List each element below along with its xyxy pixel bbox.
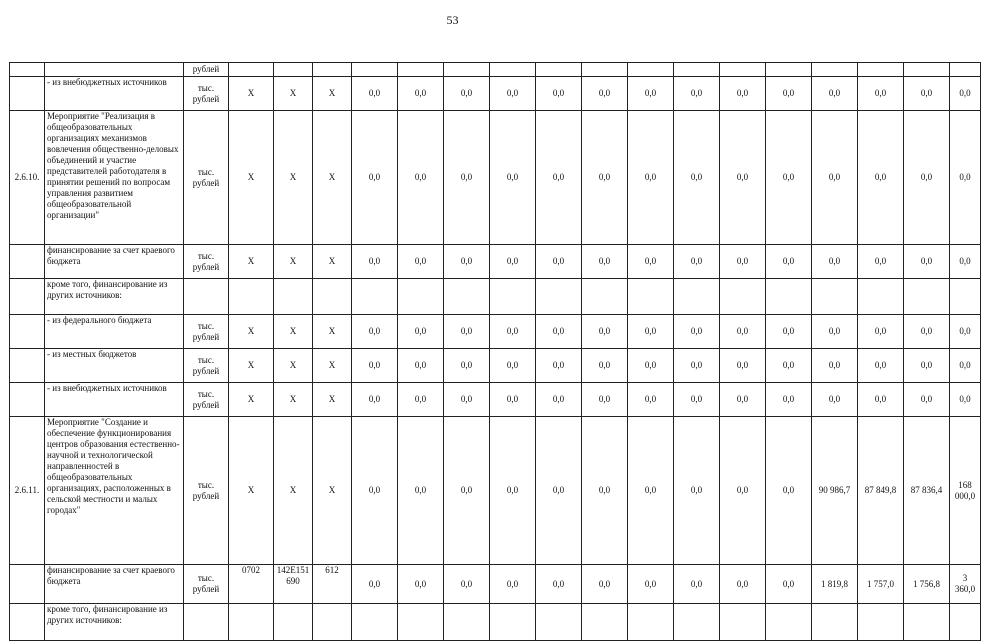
table-row [10, 245, 981, 279]
item-description-cell: Мероприятие "Реализация в общеобразовательных организациях механизмов вовлечения общественно-деловых объединений и участие представителей работодателя в принятии решений по вопросам управления развитием общеобразовательной организации" [45, 111, 184, 245]
year-value-cell: 0,0 [904, 245, 950, 279]
year-value-cell: 0,0 [628, 245, 674, 279]
section-code-cell: 0702 [229, 565, 274, 604]
target-article-code-cell: X [274, 77, 313, 111]
year-value-cell: 0,0 [950, 383, 981, 417]
year-value-cell [536, 279, 582, 315]
year-value-cell: 0,0 [536, 565, 582, 604]
year-value-cell: 0,0 [490, 315, 536, 349]
year-value-cell [858, 63, 904, 77]
year-value-cell [490, 604, 536, 641]
year-value-cell: 0,0 [904, 111, 950, 245]
target-article-code-cell: X [274, 417, 313, 565]
target-article-code-cell: 142E151690 [274, 565, 313, 604]
year-value-cell: 0,0 [904, 383, 950, 417]
year-value-cell [536, 604, 582, 641]
year-value-cell [628, 63, 674, 77]
table-row [10, 383, 981, 417]
target-article-code-cell: X [274, 383, 313, 417]
item-description-cell: - из федерального бюджета [45, 315, 184, 349]
year-value-cell: 0,0 [812, 315, 858, 349]
unit-cell: тыс. рублей [184, 77, 229, 111]
item-number-cell [10, 349, 45, 383]
year-value-cell: 3 360,0 [950, 565, 981, 604]
year-value-cell [628, 279, 674, 315]
item-number-cell [10, 77, 45, 111]
year-value-cell: 0,0 [674, 565, 720, 604]
year-value-cell: 1 819,8 [812, 565, 858, 604]
year-value-cell: 0,0 [398, 383, 444, 417]
year-value-cell: 0,0 [950, 111, 981, 245]
year-value-cell: 0,0 [628, 77, 674, 111]
target-article-code-cell [274, 279, 313, 315]
year-value-cell: 0,0 [858, 111, 904, 245]
year-value-cell: 0,0 [536, 245, 582, 279]
item-description-cell: - из внебюджетных источников [45, 77, 184, 111]
item-description-cell [45, 63, 184, 77]
year-value-cell: 1 756,8 [904, 565, 950, 604]
year-value-cell: 0,0 [582, 111, 628, 245]
year-value-cell: 0,0 [444, 111, 490, 245]
year-value-cell: 0,0 [444, 315, 490, 349]
year-value-cell: 0,0 [858, 245, 904, 279]
target-article-code-cell [274, 63, 313, 77]
year-value-cell: 0,0 [904, 349, 950, 383]
table-row [10, 565, 981, 604]
year-value-cell: 0,0 [582, 349, 628, 383]
year-value-cell [398, 279, 444, 315]
expense-type-code-cell: X [313, 383, 352, 417]
target-article-code-cell: X [274, 349, 313, 383]
year-value-cell: 0,0 [766, 245, 812, 279]
year-value-cell [398, 63, 444, 77]
year-value-cell [904, 63, 950, 77]
item-number-cell [10, 279, 45, 315]
year-value-cell: 1 757,0 [858, 565, 904, 604]
section-code-cell [229, 63, 274, 77]
year-value-cell: 0,0 [812, 383, 858, 417]
year-value-cell: 0,0 [812, 111, 858, 245]
year-value-cell: 87 849,8 [858, 417, 904, 565]
year-value-cell: 0,0 [398, 111, 444, 245]
year-value-cell [858, 604, 904, 641]
year-value-cell: 0,0 [858, 383, 904, 417]
section-code-cell: X [229, 111, 274, 245]
year-value-cell: 0,0 [582, 417, 628, 565]
year-value-cell: 0,0 [490, 349, 536, 383]
item-number-cell: 2.6.11. [10, 417, 45, 565]
year-value-cell [674, 279, 720, 315]
year-value-cell: 0,0 [536, 417, 582, 565]
year-value-cell [950, 63, 981, 77]
year-value-cell: 0,0 [582, 383, 628, 417]
expense-type-code-cell [313, 604, 352, 641]
year-value-cell [444, 63, 490, 77]
page-number: 53 [446, 13, 459, 27]
year-value-cell: 0,0 [398, 565, 444, 604]
unit-cell: тыс. рублей [184, 111, 229, 245]
year-value-cell: 0,0 [720, 315, 766, 349]
expense-type-code-cell: X [313, 417, 352, 565]
year-value-cell: 0,0 [674, 383, 720, 417]
item-number-cell [10, 604, 45, 641]
year-value-cell: 0,0 [766, 565, 812, 604]
year-value-cell: 0,0 [720, 417, 766, 565]
unit-cell [184, 279, 229, 315]
year-value-cell: 0,0 [766, 111, 812, 245]
year-value-cell [766, 279, 812, 315]
year-value-cell: 168 000,0 [950, 417, 981, 565]
year-value-cell [352, 279, 398, 315]
year-value-cell [720, 604, 766, 641]
year-value-cell [628, 604, 674, 641]
item-number-cell [10, 565, 45, 604]
table-row [10, 604, 981, 641]
year-value-cell: 0,0 [536, 77, 582, 111]
year-value-cell: 0,0 [858, 349, 904, 383]
expense-type-code-cell [313, 63, 352, 77]
year-value-cell: 0,0 [674, 417, 720, 565]
expense-type-code-cell: X [313, 111, 352, 245]
year-value-cell: 0,0 [858, 315, 904, 349]
year-value-cell [812, 604, 858, 641]
item-number-cell [10, 383, 45, 417]
year-value-cell [490, 63, 536, 77]
year-value-cell: 0,0 [536, 383, 582, 417]
year-value-cell: 0,0 [628, 565, 674, 604]
expense-type-code-cell: X [313, 349, 352, 383]
year-value-cell: 0,0 [352, 383, 398, 417]
budget-table [9, 62, 981, 641]
year-value-cell: 0,0 [858, 77, 904, 111]
year-value-cell: 87 836,4 [904, 417, 950, 565]
year-value-cell: 0,0 [674, 77, 720, 111]
table-row [10, 315, 981, 349]
item-number-cell [10, 63, 45, 77]
year-value-cell: 0,0 [720, 383, 766, 417]
year-value-cell [674, 63, 720, 77]
year-value-cell: 0,0 [490, 383, 536, 417]
year-value-cell: 0,0 [950, 77, 981, 111]
year-value-cell: 0,0 [582, 245, 628, 279]
item-description-cell: финансирование за счет краевого бюджета [45, 245, 184, 279]
table-row [10, 349, 981, 383]
unit-cell: тыс. рублей [184, 565, 229, 604]
year-value-cell: 0,0 [950, 245, 981, 279]
year-value-cell: 0,0 [444, 245, 490, 279]
year-value-cell: 0,0 [398, 349, 444, 383]
year-value-cell [812, 279, 858, 315]
year-value-cell: 0,0 [628, 111, 674, 245]
target-article-code-cell: X [274, 245, 313, 279]
item-description-cell: Мероприятие "Создание и обеспечение функционирования центров образования естественно-научной и технологической направленностей в общеобразовательных организациях, расположенных в сельской местности и малых городах" [45, 417, 184, 565]
year-value-cell: 0,0 [766, 417, 812, 565]
table-row [10, 417, 981, 565]
year-value-cell: 0,0 [950, 349, 981, 383]
item-number-cell: 2.6.10. [10, 111, 45, 245]
year-value-cell [490, 279, 536, 315]
year-value-cell [720, 279, 766, 315]
item-description-cell: - из местных бюджетов [45, 349, 184, 383]
target-article-code-cell: X [274, 315, 313, 349]
year-value-cell: 0,0 [490, 565, 536, 604]
year-value-cell: 0,0 [352, 77, 398, 111]
year-value-cell: 0,0 [628, 417, 674, 565]
unit-cell: тыс. рублей [184, 383, 229, 417]
year-value-cell: 0,0 [904, 77, 950, 111]
year-value-cell [904, 604, 950, 641]
year-value-cell: 0,0 [674, 349, 720, 383]
year-value-cell: 0,0 [444, 417, 490, 565]
year-value-cell: 0,0 [812, 349, 858, 383]
year-value-cell [444, 279, 490, 315]
year-value-cell: 0,0 [490, 245, 536, 279]
year-value-cell: 0,0 [720, 245, 766, 279]
year-value-cell [950, 604, 981, 641]
year-value-cell [398, 604, 444, 641]
year-value-cell: 0,0 [582, 77, 628, 111]
table-row [10, 279, 981, 315]
section-code-cell: X [229, 383, 274, 417]
year-value-cell: 0,0 [766, 383, 812, 417]
expense-type-code-cell: X [313, 77, 352, 111]
year-value-cell [352, 604, 398, 641]
year-value-cell: 0,0 [536, 349, 582, 383]
year-value-cell: 0,0 [674, 111, 720, 245]
year-value-cell: 0,0 [720, 77, 766, 111]
unit-cell [184, 604, 229, 641]
table-row [10, 63, 981, 77]
unit-cell: тыс. рублей [184, 315, 229, 349]
year-value-cell: 0,0 [720, 111, 766, 245]
year-value-cell [352, 63, 398, 77]
year-value-cell: 0,0 [490, 77, 536, 111]
year-value-cell: 0,0 [720, 565, 766, 604]
year-value-cell: 0,0 [766, 315, 812, 349]
year-value-cell [950, 279, 981, 315]
year-value-cell [674, 604, 720, 641]
target-article-code-cell: X [274, 111, 313, 245]
year-value-cell: 0,0 [950, 315, 981, 349]
year-value-cell: 0,0 [352, 111, 398, 245]
year-value-cell [766, 604, 812, 641]
section-code-cell: X [229, 77, 274, 111]
year-value-cell: 0,0 [398, 417, 444, 565]
year-value-cell: 0,0 [490, 417, 536, 565]
item-description-cell: кроме того, финансирование из других источников: [45, 604, 184, 641]
unit-cell: тыс. рублей [184, 245, 229, 279]
year-value-cell: 0,0 [490, 111, 536, 245]
section-code-cell: X [229, 349, 274, 383]
year-value-cell [766, 63, 812, 77]
section-code-cell [229, 279, 274, 315]
year-value-cell: 0,0 [766, 349, 812, 383]
section-code-cell: X [229, 417, 274, 565]
year-value-cell: 0,0 [398, 315, 444, 349]
expense-type-code-cell: 612 [313, 565, 352, 604]
section-code-cell: X [229, 315, 274, 349]
target-article-code-cell [274, 604, 313, 641]
year-value-cell [904, 279, 950, 315]
year-value-cell: 0,0 [352, 315, 398, 349]
year-value-cell: 0,0 [398, 77, 444, 111]
year-value-cell: 0,0 [628, 349, 674, 383]
year-value-cell [582, 63, 628, 77]
unit-cell: тыс. рублей [184, 349, 229, 383]
year-value-cell [812, 63, 858, 77]
year-value-cell: 0,0 [352, 565, 398, 604]
year-value-cell: 0,0 [352, 417, 398, 565]
year-value-cell: 0,0 [628, 315, 674, 349]
expense-type-code-cell: X [313, 315, 352, 349]
item-number-cell [10, 315, 45, 349]
item-description-cell: кроме того, финансирование из других источников: [45, 279, 184, 315]
year-value-cell: 0,0 [444, 383, 490, 417]
year-value-cell: 0,0 [582, 565, 628, 604]
year-value-cell [582, 279, 628, 315]
year-value-cell: 0,0 [536, 111, 582, 245]
section-code-cell [229, 604, 274, 641]
year-value-cell: 0,0 [766, 77, 812, 111]
table-row [10, 77, 981, 111]
year-value-cell: 0,0 [444, 349, 490, 383]
item-description-cell: - из внебюджетных источников [45, 383, 184, 417]
year-value-cell: 0,0 [674, 245, 720, 279]
year-value-cell: 0,0 [812, 77, 858, 111]
year-value-cell [444, 604, 490, 641]
year-value-cell: 0,0 [352, 245, 398, 279]
table-row [10, 111, 981, 245]
year-value-cell: 0,0 [812, 245, 858, 279]
year-value-cell [858, 279, 904, 315]
unit-cell: рублей [184, 63, 229, 77]
item-number-cell [10, 245, 45, 279]
unit-cell: тыс. рублей [184, 417, 229, 565]
year-value-cell: 0,0 [674, 315, 720, 349]
section-code-cell: X [229, 245, 274, 279]
year-value-cell [536, 63, 582, 77]
expense-type-code-cell: X [313, 245, 352, 279]
year-value-cell: 0,0 [352, 349, 398, 383]
year-value-cell: 0,0 [444, 565, 490, 604]
year-value-cell: 0,0 [582, 315, 628, 349]
year-value-cell [582, 604, 628, 641]
year-value-cell [720, 63, 766, 77]
year-value-cell: 0,0 [628, 383, 674, 417]
year-value-cell: 0,0 [398, 245, 444, 279]
year-value-cell: 0,0 [720, 349, 766, 383]
year-value-cell: 0,0 [444, 77, 490, 111]
year-value-cell: 0,0 [904, 315, 950, 349]
expense-type-code-cell [313, 279, 352, 315]
item-description-cell: финансирование за счет краевого бюджета [45, 565, 184, 604]
year-value-cell: 0,0 [536, 315, 582, 349]
year-value-cell: 90 986,7 [812, 417, 858, 565]
